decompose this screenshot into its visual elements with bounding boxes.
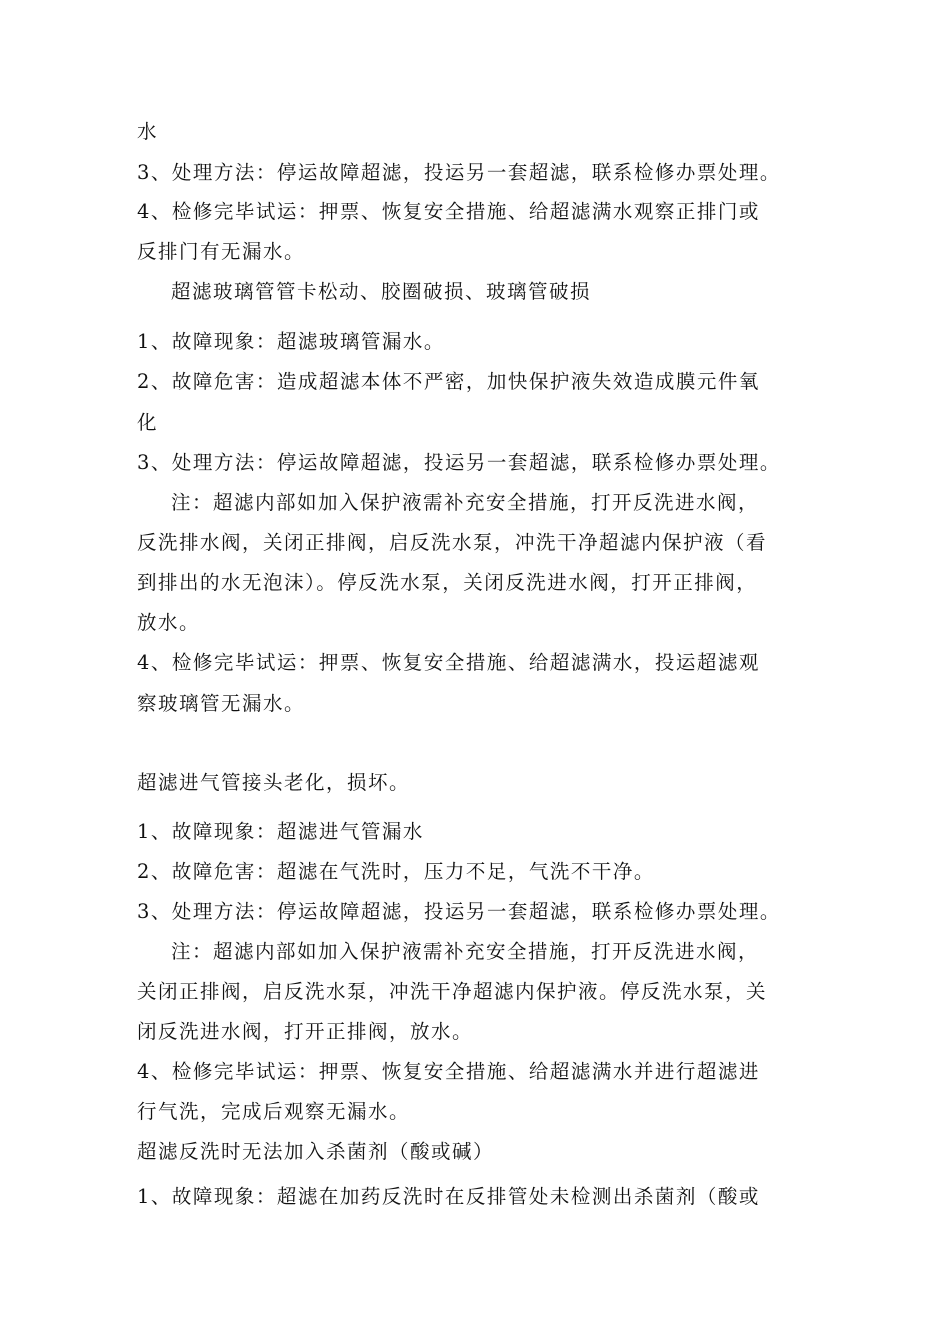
section-heading: 超滤玻璃管管卡松动、胶圈破损、玻璃管破损	[171, 280, 592, 303]
paragraph-line: 2、故障危害：超滤在气洗时，压力不足，气洗不干净。	[137, 860, 655, 883]
paragraph-line: 关闭正排阀，启反洗水泵，冲洗干净超滤内保护液。停反洗水泵，关	[137, 980, 768, 1003]
paragraph-line: 行气洗，完成后观察无漏水。	[137, 1100, 411, 1123]
paragraph-line: 察玻璃管无漏水。	[137, 692, 306, 715]
paragraph-line: 1、故障现象：超滤进气管漏水	[137, 820, 424, 843]
paragraph-line: 化	[137, 411, 159, 434]
paragraph-line: 到排出的水无泡沫）。停反洗水泵，关闭反洗进水阀，打开正排阀，	[137, 571, 758, 594]
paragraph-line: 3、处理方法：停运故障超滤，投运另一套超滤，联系检修办票处理。	[137, 900, 781, 923]
paragraph-line: 2、故障危害：造成超滤本体不严密，加快保护液失效造成膜元件氧	[137, 370, 760, 393]
note-line: 注：超滤内部如加入保护液需补充安全措施，打开反洗进水阀，	[171, 491, 760, 514]
paragraph-line: 3、处理方法：停运故障超滤，投运另一套超滤，联系检修办票处理。	[137, 451, 781, 474]
paragraph-line: 闭反洗进水阀，打开正排阀，放水。	[137, 1020, 474, 1043]
paragraph-line: 1、故障现象：超滤在加药反洗时在反排管处未检测出杀菌剂（酸或	[137, 1185, 760, 1208]
paragraph-line: 3、处理方法：停运故障超滤，投运另一套超滤，联系检修办票处理。	[137, 161, 781, 184]
paragraph-line: 放水。	[137, 611, 201, 634]
paragraph-line: 4、检修完毕试运：押票、恢复安全措施、给超滤满水并进行超滤进	[137, 1060, 760, 1083]
paragraph-line: 1、故障现象：超滤玻璃管漏水。	[137, 330, 445, 353]
section-heading: 超滤进气管接头老化，损坏。	[137, 771, 411, 794]
paragraph-line: 4、检修完毕试运：押票、恢复安全措施、给超滤满水观察正排门或	[137, 200, 760, 223]
paragraph-line: 水	[137, 120, 159, 143]
paragraph-line: 反排门有无漏水。	[137, 240, 306, 263]
note-line: 注：超滤内部如加入保护液需补充安全措施，打开反洗进水阀，	[171, 940, 760, 963]
section-heading: 超滤反洗时无法加入杀菌剂（酸或碱）	[137, 1140, 495, 1163]
paragraph-line: 反洗排水阀，关闭正排阀，启反洗水泵，冲洗干净超滤内保护液（看	[137, 531, 768, 554]
paragraph-line: 4、检修完毕试运：押票、恢复安全措施、给超滤满水，投运超滤观	[137, 651, 760, 674]
